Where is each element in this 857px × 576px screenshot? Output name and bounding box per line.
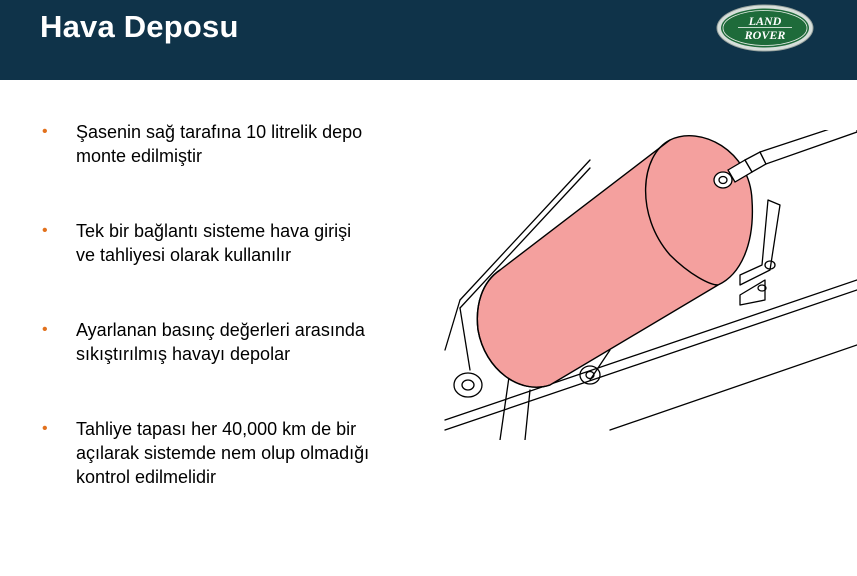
bullet-dot: •	[42, 123, 48, 140]
bullet-dot: •	[42, 420, 48, 437]
logo-line2: ROVER	[744, 28, 786, 42]
air-tank-illustration	[440, 130, 857, 440]
bullet-line: monte edilmiştir	[76, 146, 203, 166]
mount-bolt-left	[454, 373, 482, 397]
bullet-item	[40, 120, 476, 168]
logo-line1: LAND	[748, 14, 782, 28]
air-tank	[477, 136, 752, 388]
bullet-dot: •	[42, 222, 48, 239]
bullet-line: Tek bir bağlantı sisteme hava girişi	[76, 221, 352, 241]
bullet-line: sıkıştırılmış havayı depolar	[76, 344, 291, 364]
bullet-dot: •	[42, 321, 48, 338]
bullet-line: ve tahliyesi olarak kullanılır	[76, 245, 292, 265]
land-rover-logo	[716, 4, 814, 52]
bullet-line: Şasenin sağ tarafına 10 litrelik depo	[76, 122, 363, 142]
bullet-item	[40, 417, 476, 489]
bullet-line: Tahliye tapası her 40,000 km de bir	[76, 419, 357, 439]
bullet-line: kontrol edilmelidir	[76, 467, 217, 487]
bullet-item	[40, 219, 476, 267]
bullet-line: Ayarlanan basınç değerleri arasında	[76, 320, 365, 340]
air-line-pipe	[760, 130, 857, 164]
header-bar	[0, 0, 857, 80]
bullet-line: açılarak sistemde nem olup olmadığı	[76, 443, 370, 463]
bullet-item	[40, 318, 476, 366]
slide-title: Hava Deposu	[40, 9, 239, 44]
